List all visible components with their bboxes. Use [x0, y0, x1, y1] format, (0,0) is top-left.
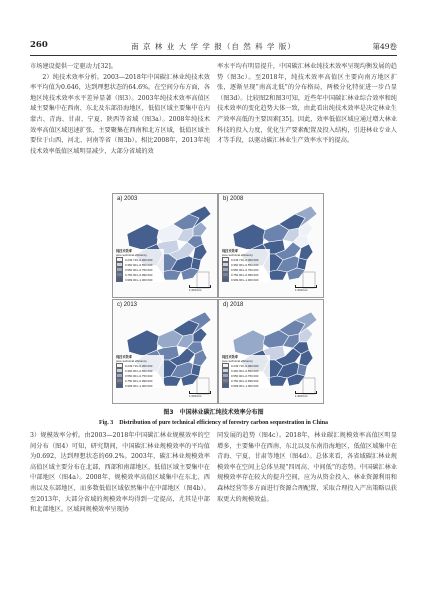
province-region — [161, 376, 181, 386]
legend-subtitle: pure technical efficiency — [116, 359, 147, 364]
legend-label: 0.999 001–1.000 000 — [125, 277, 153, 282]
legend-label: 0.249 716–0.360 000 — [125, 363, 153, 368]
legend-label: 0.550 001–0.750 000 — [231, 373, 259, 378]
scale-bar — [295, 285, 317, 291]
legend-item — [116, 383, 164, 388]
page-number: 260 — [30, 40, 48, 50]
legend-swatch — [222, 277, 229, 282]
province-region — [267, 376, 287, 386]
upper-left-column — [30, 62, 210, 157]
legend-label: 0.999 001–1.000 000 — [125, 383, 153, 388]
header-rule — [30, 55, 397, 56]
panel-label: d) 2018 — [223, 302, 244, 308]
figure-caption-chinese: 图3 中国林业碳汇纯技术效率分布图 — [163, 409, 264, 416]
legend-label: 0.550 001–0.750 000 — [125, 373, 153, 378]
journal-title: 南 京 林 业 大 学 学 报（自 然 科 学 版） — [131, 42, 296, 51]
province-region — [161, 270, 181, 280]
legend-label: 0.249 716–0.360 000 — [231, 257, 259, 262]
map-legend — [222, 249, 270, 282]
legend-subtitle: pure technical efficiency — [222, 359, 253, 364]
scale-bar-label: 1 000 km — [189, 394, 202, 398]
legend-item — [222, 383, 270, 388]
body-paragraph: 同发展的趋势（图4c）。2018年，林业碳汇规模效率高值区明显增多，主要集中在西南、东北以及东南沿海地区，低值区域集中在青海、宁夏、甘肃等地区（图4d）。总体来看，各省域碳汇林业规模效率在空间上总体呈现“四周高、中间低”的态势。中国碳汇林业规模效率存在较大的提升空间，应为从资金投入、林业资源利用和森林经营等多方面进行资源合理配置，采取合理投入产出策略以获取更大的规模效益。 — [217, 432, 397, 503]
legend-label: 0.750 001–0.999 000 — [231, 378, 259, 383]
map-legend — [116, 249, 164, 282]
figure-caption-english: Fig. 3 Distribution of pure technical efficiency of forestry carbon sequestration in China — [98, 420, 329, 426]
scale-bar — [295, 391, 317, 397]
upper-right-column — [217, 62, 397, 147]
legend-label: 0.999 001–1.000 000 — [231, 383, 259, 388]
legend-label: 0.360 001–0.550 000 — [231, 262, 259, 267]
legend-subtitle: pure technical efficiency — [222, 253, 253, 258]
scale-bar-label: 1 000 km — [295, 394, 308, 398]
province-region — [267, 270, 287, 280]
legend-swatch — [116, 277, 123, 282]
legend-label: 0.360 001–0.550 000 — [125, 368, 153, 373]
figure-3 — [112, 193, 324, 405]
legend-label: 0.360 001–0.550 000 — [125, 262, 153, 267]
legend-label: 0.249 716–0.360 000 — [125, 257, 153, 262]
legend-item — [222, 277, 270, 282]
volume-label: 第49卷 — [372, 42, 397, 51]
map-legend — [116, 355, 164, 388]
running-header — [30, 40, 397, 54]
legend-title: 纯技术效率 — [222, 249, 238, 253]
map-panel-a — [112, 193, 218, 298]
scale-bar — [189, 285, 211, 291]
legend-subtitle: pure technical efficiency — [116, 253, 147, 258]
panel-label: c) 2013 — [117, 302, 138, 308]
legend-label: 0.750 001–0.999 000 — [125, 272, 153, 277]
legend-label: 0.550 001–0.750 000 — [125, 267, 153, 272]
legend-title: 纯技术效率 — [116, 249, 132, 253]
legend-title: 纯技术效率 — [222, 355, 238, 359]
map-panel-d — [218, 299, 324, 404]
legend-label: 0.360 001–0.550 000 — [231, 368, 259, 373]
legend-label: 0.750 001–0.999 000 — [125, 378, 153, 383]
lower-left-column — [30, 431, 210, 516]
panel-label: b) 2008 — [223, 196, 244, 202]
body-paragraph: 2）纯技术效率分析。2003—2018年中国碳汇林业纯技术效率平均值为0.646，达到理想状态的64.6%。在空间分布方面，各地区纯技术效率水平差异显著（图3）。2003年纯技术效率高值区域主要集中在西南、东北及东部沿海地区，低值区域主要集中在内蒙古、青海、甘肃、宁夏、陕西等省域（图3a）。2008年纯技术效率高值区域迅速扩张，主要聚集在西南和北方区域，低值区域主要位于山西、河北、河南等省（图3b）。相比2008年，2013年纯技术效率低值区域明显减少，大部分省域的效 — [30, 73, 210, 155]
map-panel-b — [218, 193, 324, 298]
map-legend — [222, 355, 270, 388]
scale-bar-label: 1 000 km — [189, 288, 202, 292]
lower-right-column — [217, 431, 397, 505]
legend-label: 0.750 001–0.999 000 — [231, 272, 259, 277]
body-paragraph: 率水平均有明显提升，中国碳汇林业纯技术效率呈现均衡发展的趋势（图3c）。至2018年，纯技术效率高值区主要向南方地区扩张，逐渐呈现“南高北低”的分布格局，两极分化特征进一步凸显（图3d）。比较图2和图3可知，近些年中国碳汇林业综合效率和纯技术效率的变化趋势大体一致，由此看出纯技术效率是决定林业生产效率高低的主要因素[35]。因此，效率低值区域应通过增大林业科技的投入力度，优化生产要素配置及投入结构，引进林业专业人才等手段，以驱动碳汇林业生产效率水平的提高。 — [217, 63, 397, 145]
legend-swatch — [222, 383, 229, 388]
legend-item — [116, 277, 164, 282]
scale-bar — [189, 391, 211, 397]
legend-label: 0.249 716–0.360 000 — [231, 363, 259, 368]
legend-title: 纯技术效率 — [116, 355, 132, 359]
legend-label: 0.550 001–0.750 000 — [231, 267, 259, 272]
legend-swatch — [116, 383, 123, 388]
body-paragraph: 3）规模效率分析。由2003—2018年中国碳汇林业规模效率的空间分布（图4）可知，研究期间，中国碳汇林业规模效率的平均值为0.692，达到理想状态的69.2%。2003年，碳汇林业规模效率高值区域主要分布在北部、西部和南部地区，低值区域主要集中在中部地区（图4a）。2008年，规模效率高值区域集中在东北、西南以及东部地区，而多数低值区域依然集中在中部地区（图4b）。至2013年，大部分省域的规模效率均得到一定提高，尤其是中部和北部地区。区域间规模效率呈现协 — [30, 432, 210, 514]
legend-label: 0.999 001–1.000 000 — [231, 277, 259, 282]
body-paragraph: 市场建设提供一定驱动力[32]。 — [30, 63, 117, 70]
panel-label: a) 2003 — [117, 196, 138, 202]
scale-bar-label: 1 000 km — [295, 288, 308, 292]
map-panel-c — [112, 299, 218, 404]
